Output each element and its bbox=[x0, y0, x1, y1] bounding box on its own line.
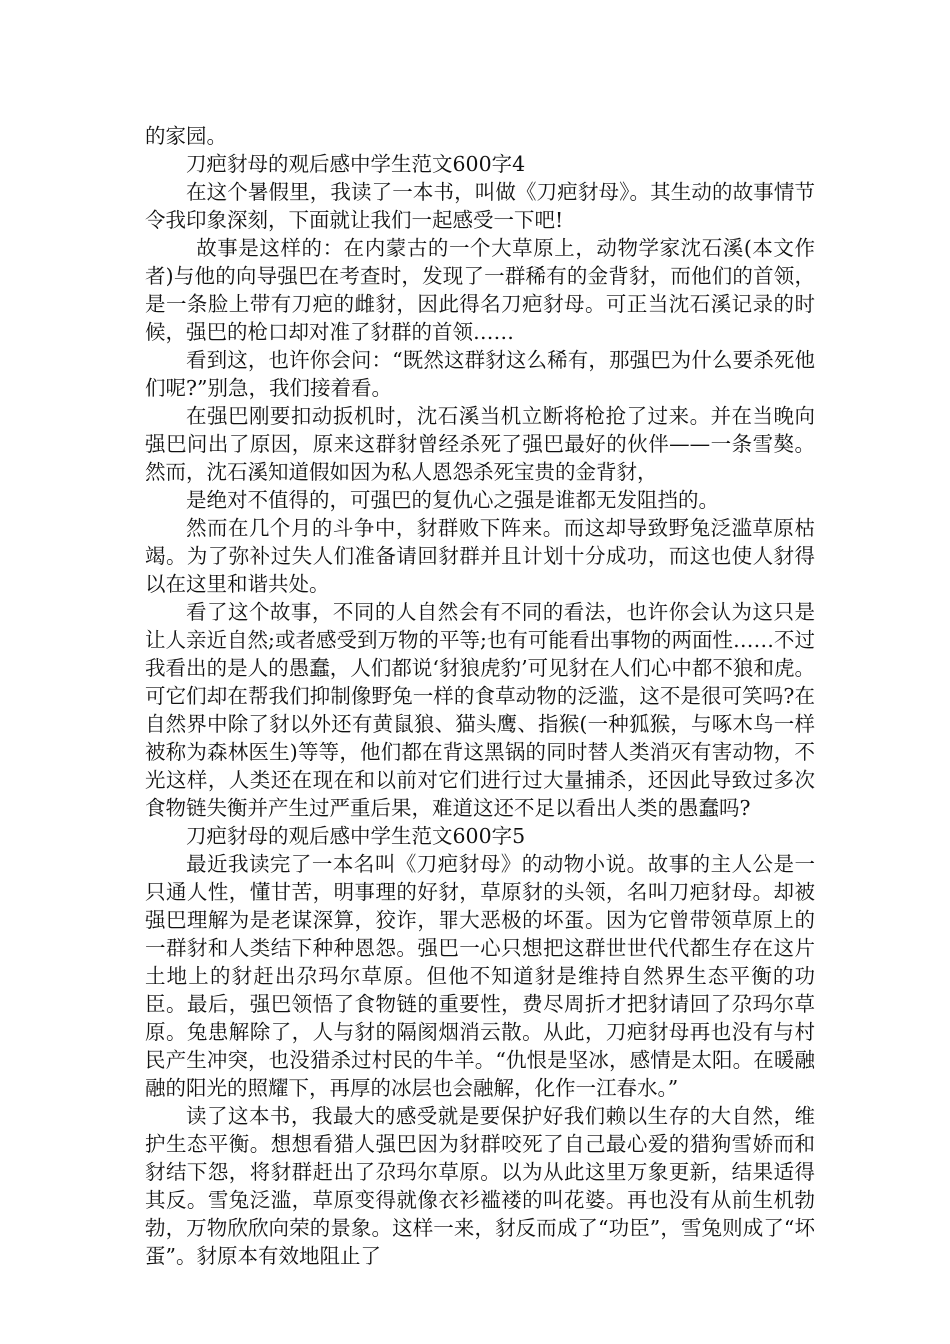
paragraph: 看到这，也许你会问：“既然这群豺这么稀有，那强巴为什么要杀死他们呢?”别急，我们接着看。 bbox=[145, 348, 815, 400]
paragraph-continuation: 的家园。 bbox=[145, 124, 227, 148]
paragraph: 故事是这样的：在内蒙古的一个大草原上，动物学家沈石溪(本文作者)与他的向导强巴在考查时，发现了一群稀有的金背豺，而他们的首领，是一条脸上带有刀疤的雌豺，因此得名刀疤豺母。可正当沈石溪记录的时候，强巴的枪口却对准了豺群的首领…… bbox=[145, 236, 815, 344]
paragraph: 是绝对不值得的，可强巴的复仇心之强是谁都无发阻挡的。 bbox=[186, 488, 719, 512]
paragraph: 在强巴刚要扣动扳机时，沈石溪当机立断将枪抢了过来。并在当晚向强巴问出了原因，原来这群豺曾经杀死了强巴最好的伙伴——一条雪獒。然而，沈石溪知道假如因为私人恩怨杀死宝贵的金背豺， bbox=[145, 404, 815, 484]
section-heading-4: 刀疤豺母的观后感中学生范文600字4 bbox=[186, 152, 526, 176]
paragraph: 然而在几个月的斗争中，豺群败下阵来。而这却导致野兔泛滥草原枯竭。为了弥补过失人们准备请回豺群并且计划十分成功，而这也使人豺得以在这里和谐共处。 bbox=[145, 516, 815, 596]
paragraph: 读了这本书，我最大的感受就是要保护好我们赖以生存的大自然，维护生态平衡。想想看猎人强巴因为豺群咬死了自己最心爱的猎狗雪娇而和豺结下怨，将豺群赶出了尕玛尔草原。以为从此这里万象更新，结果适得其反。雪兔泛滥，草原变得就像衣衫褴褛的叫花婆。再也没有从前生机勃勃，万物欣欣向荣的景象。这样一来，豺反而成了“功臣”，雪兔则成了“坏蛋”。豺原本有效地阻止了 bbox=[145, 1104, 815, 1268]
paragraph: 看了这个故事，不同的人自然会有不同的看法，也许你会认为这只是让人亲近自然;或者感受到万物的平等;也有可能看出事物的两面性……不过我看出的是人的愚蠢，人们都说‘豺狼虎豹’可见豺在人们心中都不狼和虎。可它们却在帮我们抑制像野兔一样的食草动物的泛滥，这不是很可笑吗?在自然界中除了豺以外还有黄鼠狼、猫头鹰、指猴(一种狐猴，与啄木鸟一样被称为森林医生)等等，他们都在背这黑锅的同时替人类消灭有害动物，不光这样，人类还在现在和以前对它们进行过大量捕杀，还因此导致过多次食物链失衡并产生过严重后果，难道这还不足以看出人类的愚蠢吗? bbox=[145, 600, 815, 820]
paragraph: 在这个暑假里，我读了一本书，叫做《刀疤豺母》。其生动的故事情节令我印象深刻，下面就让我们一起感受一下吧! bbox=[145, 180, 815, 232]
document-body bbox=[145, 122, 815, 1270]
section-heading-5: 刀疤豺母的观后感中学生范文600字5 bbox=[186, 824, 526, 848]
paragraph: 最近我读完了一本名叫《刀疤豺母》的动物小说。故事的主人公是一只通人性，懂甘苦，明事理的好豺，草原豺的头领，名叫刀疤豺母。却被强巴理解为是老谋深算，狡诈，罪大恶极的坏蛋。因为它曾带领草原上的一群豺和人类结下种种恩怨。强巴一心只想把这群世世代代都生存在这片土地上的豺赶出尕玛尔草原。但他不知道豺是维持自然界生态平衡的功臣。最后，强巴领悟了食物链的重要性，费尽周折才把豺请回了尕玛尔草原。兔患解除了，人与豺的隔阂烟消云散。从此，刀疤豺母再也没有与村民产生冲突，也没猎杀过村民的牛羊。“仇恨是坚冰，感情是太阳。在暖融融的阳光的照耀下，再厚的冰层也会融解，化作一江春水。” bbox=[145, 852, 815, 1100]
